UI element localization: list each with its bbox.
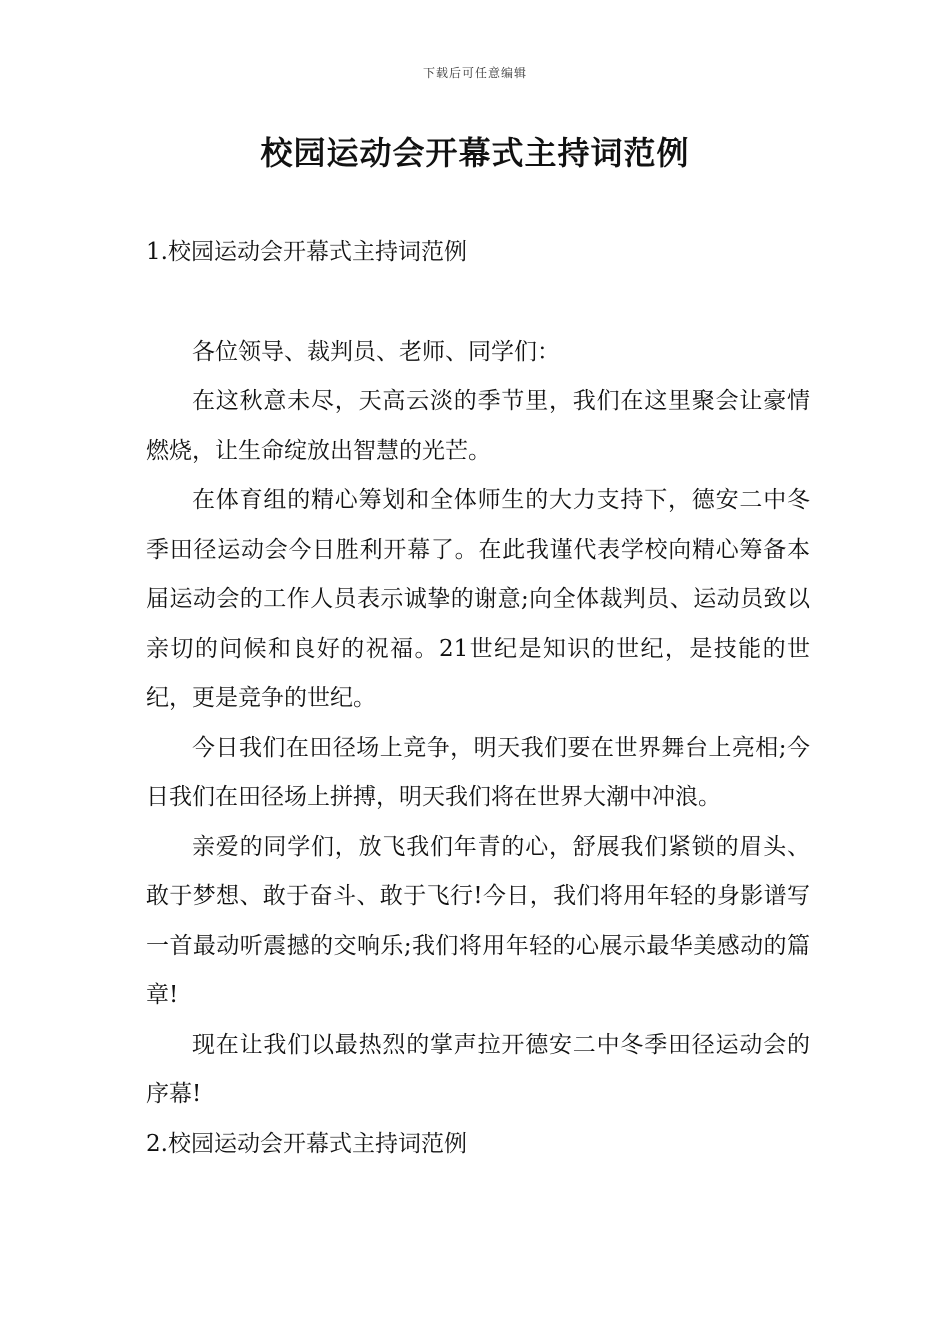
paragraph-1: 在这秋意未尽，天高云淡的季节里，我们在这里聚会让豪情燃烧，让生命绽放出智慧的光芒。 bbox=[146, 388, 810, 464]
spacer bbox=[146, 278, 810, 328]
paragraph-5: 现在让我们以最热烈的掌声拉开德安二中冬季田径运动会的序幕! bbox=[146, 1031, 810, 1107]
header-note: 下载后可任意编辑 bbox=[422, 66, 527, 80]
paragraph-4: 亲爱的同学们，放飞我们年青的心，舒展我们紧锁的眉头、敢于梦想、敢于奋斗、敢于飞行!今日，我们将用年轻的身影谱写一首最动听震撼的交响乐;我们将用年轻的心展示最华美感动的篇章! bbox=[146, 833, 810, 1008]
document-title: 校园运动会开幕式主持词范例 bbox=[260, 134, 690, 172]
section-heading-1: 1.校园运动会开幕式主持词范例 bbox=[146, 239, 467, 265]
section-heading-2: 2.校园运动会开幕式主持词范例 bbox=[146, 1130, 467, 1157]
paragraph-greeting: 各位领导、裁判员、老师、同学们： bbox=[192, 338, 560, 365]
paragraph-3: 今日我们在田径场上竞争，明天我们要在世界舞台上亮相;今日我们在田径场上拼搏，明天我们将在世界大潮中冲浪。 bbox=[146, 734, 810, 810]
document-body bbox=[146, 228, 810, 1169]
paragraph-2: 在体育组的精心筹划和全体师生的大力支持下，德安二中冬季田径运动会今日胜利开幕了。在此我谨代表学校向精心筹备本届运动会的工作人员表示诚挚的谢意;向全体裁判员、运动员致以亲切的问候和良好的祝福。21世纪是知识的世纪，是技能的世纪，更是竞争的世纪。 bbox=[146, 487, 810, 711]
